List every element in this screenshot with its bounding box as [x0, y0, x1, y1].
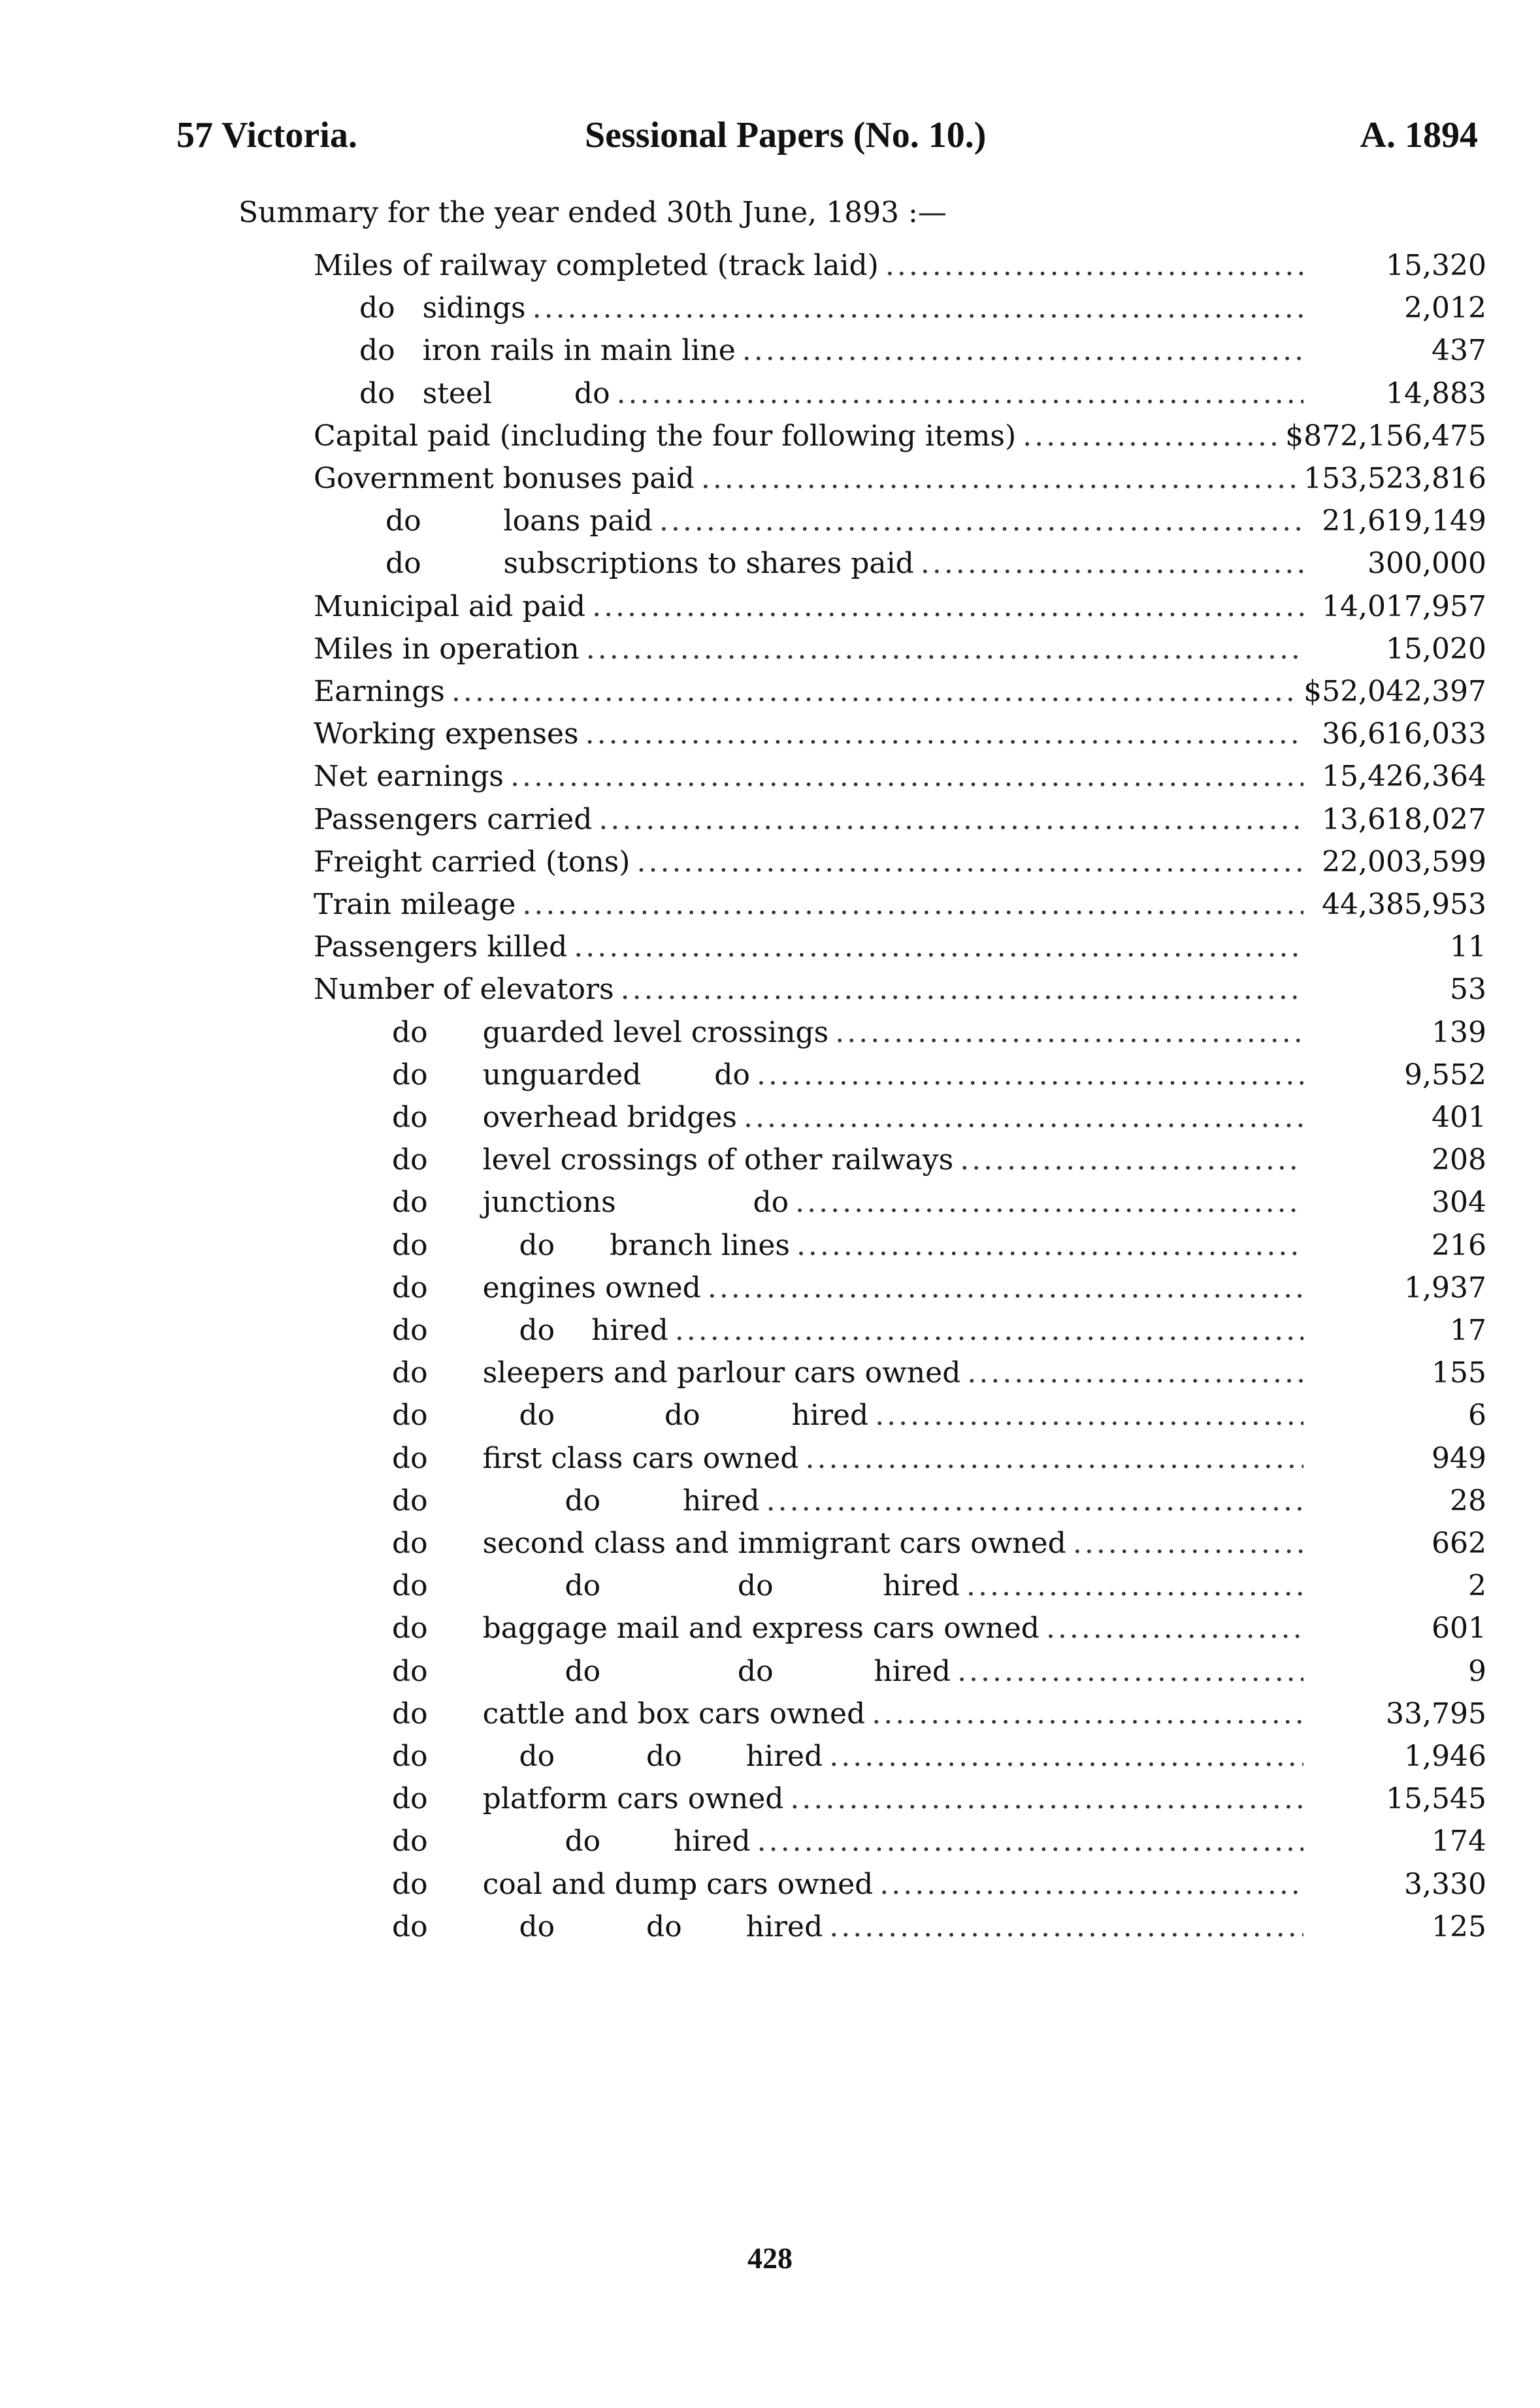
header-session: 57 Victoria. — [176, 115, 357, 155]
dot-leader — [885, 245, 1303, 287]
row-value: 13,618,027 — [1322, 803, 1486, 836]
table-row — [314, 884, 1486, 926]
row-value: 15,320 — [1386, 249, 1486, 282]
row-label: do iron rails in main line — [359, 334, 736, 367]
table-row — [392, 1438, 1486, 1480]
row-label: Net earnings — [314, 760, 504, 793]
table-row — [392, 1097, 1486, 1139]
row-label: do platform cars owned — [392, 1782, 784, 1815]
row-value: 11 — [1450, 930, 1486, 964]
dot-leader — [795, 1182, 1303, 1224]
row-value: 1,946 — [1404, 1740, 1486, 1773]
dot-leader — [790, 1778, 1303, 1820]
row-label: do first class cars owned — [392, 1442, 799, 1475]
row-label: do subscriptions to shares paid — [385, 547, 914, 580]
row-label: do coal and dump cars owned — [392, 1868, 874, 1901]
dot-leader — [585, 713, 1303, 755]
table-row — [314, 841, 1486, 883]
dot-leader — [744, 1097, 1303, 1139]
table-row — [359, 287, 1486, 329]
row-value: 33,795 — [1386, 1697, 1486, 1731]
row-value: 3,330 — [1404, 1868, 1486, 1901]
row-label: do baggage mail and express cars owned — [392, 1612, 1040, 1645]
row-label: Passengers killed — [314, 930, 568, 964]
row-label: do do do hired — [392, 1910, 823, 1944]
dot-leader — [522, 884, 1303, 926]
row-value: 208 — [1432, 1143, 1486, 1177]
table-row — [392, 1906, 1486, 1948]
row-label: do do hired — [392, 1825, 751, 1858]
row-label: Train mileage — [314, 888, 516, 921]
row-label: Capital paid (including the four following items) — [314, 419, 1017, 453]
table-row — [392, 1225, 1486, 1267]
table-row — [314, 628, 1486, 670]
row-value: 2,012 — [1404, 291, 1486, 325]
row-value: 125 — [1432, 1910, 1486, 1944]
dot-leader — [621, 969, 1303, 1011]
table-row — [392, 1778, 1486, 1820]
row-label: do do hired — [392, 1314, 668, 1347]
row-value: 174 — [1432, 1825, 1486, 1858]
row-value: 601 — [1432, 1612, 1486, 1645]
table-row — [314, 415, 1486, 457]
table-row — [314, 713, 1486, 755]
dot-leader — [757, 1054, 1303, 1096]
dot-leader — [451, 671, 1297, 713]
page-header — [176, 114, 1478, 173]
row-label: do do do hired — [392, 1740, 823, 1773]
row-label: do do do hired — [392, 1655, 951, 1688]
dot-leader — [1023, 415, 1279, 457]
row-value: 9,552 — [1404, 1058, 1486, 1092]
dot-leader — [1073, 1523, 1303, 1565]
table-row — [392, 1139, 1486, 1181]
row-label: do do do hired — [392, 1399, 869, 1432]
row-value: 304 — [1432, 1186, 1486, 1219]
row-label: Passengers carried — [314, 803, 593, 836]
dot-leader — [532, 287, 1303, 329]
table-row — [385, 500, 1486, 542]
dot-leader — [757, 1821, 1303, 1863]
dot-leader — [875, 1395, 1303, 1437]
dot-leader — [598, 799, 1303, 841]
summary-title: Summary for the year ended 30th June, 1893 :— — [238, 196, 947, 229]
table-row — [392, 1523, 1486, 1565]
dot-leader — [960, 1139, 1303, 1181]
table-row — [359, 330, 1486, 372]
row-label: Earnings — [314, 675, 445, 708]
row-value: 155 — [1432, 1356, 1486, 1390]
row-value: 17 — [1450, 1314, 1486, 1347]
row-label: do do do hired — [392, 1569, 960, 1603]
row-label: do sidings — [359, 291, 526, 325]
table-row — [392, 1395, 1486, 1437]
header-title: Sessional Papers (No. 10.) — [585, 115, 987, 155]
row-value: 14,017,957 — [1322, 590, 1486, 623]
dot-leader — [708, 1267, 1303, 1309]
row-value: 15,545 — [1386, 1782, 1486, 1815]
dot-leader — [592, 586, 1303, 628]
row-label: do loans paid — [385, 504, 653, 538]
dot-leader — [921, 543, 1303, 585]
row-value: 44,385,953 — [1322, 888, 1486, 921]
table-row — [392, 1054, 1486, 1096]
table-row — [392, 1693, 1486, 1735]
row-value: 36,616,033 — [1322, 717, 1486, 751]
row-value: 15,426,364 — [1322, 760, 1486, 793]
header-year: A. 1894 — [1360, 115, 1478, 155]
row-value: 15,020 — [1386, 632, 1486, 666]
row-label: Miles in operation — [314, 632, 580, 666]
dot-leader — [1046, 1608, 1303, 1650]
table-row — [314, 756, 1486, 798]
table-row — [392, 1736, 1486, 1778]
dot-leader — [766, 1480, 1303, 1522]
table-row — [314, 586, 1486, 628]
row-value: 9 — [1468, 1655, 1486, 1688]
row-label: Municipal aid paid — [314, 590, 586, 623]
table-row — [392, 1182, 1486, 1224]
row-label: do do hired — [392, 1484, 760, 1518]
row-label: do cattle and box cars owned — [392, 1697, 866, 1731]
row-label: do second class and immigrant cars owned — [392, 1527, 1066, 1560]
dot-leader — [829, 1906, 1303, 1948]
row-value: 53 — [1450, 973, 1486, 1006]
dot-leader — [879, 1864, 1303, 1906]
table-row — [392, 1565, 1486, 1607]
row-value: 28 — [1450, 1484, 1486, 1518]
table-row — [314, 245, 1486, 287]
table-row — [392, 1608, 1486, 1650]
table-row — [392, 1267, 1486, 1309]
table-row — [392, 1012, 1486, 1054]
table-row — [392, 1651, 1486, 1693]
dot-leader — [675, 1310, 1303, 1352]
dot-leader — [701, 458, 1297, 500]
row-label: Government bonuses paid — [314, 462, 695, 495]
table-row — [359, 373, 1486, 415]
dot-leader — [586, 628, 1303, 670]
row-label: do overhead bridges — [392, 1101, 737, 1134]
row-label: Freight carried (tons) — [314, 845, 631, 879]
dot-leader — [957, 1651, 1303, 1693]
table-row — [392, 1480, 1486, 1522]
table-row — [314, 458, 1486, 500]
row-label: Number of elevators — [314, 973, 614, 1006]
dot-leader — [805, 1438, 1303, 1480]
row-label: do engines owned — [392, 1271, 701, 1305]
row-value: 401 — [1432, 1101, 1486, 1134]
table-row — [385, 543, 1486, 585]
table-row — [392, 1864, 1486, 1906]
dot-leader — [742, 330, 1303, 372]
row-label: do unguarded do — [392, 1058, 750, 1092]
row-value: 949 — [1432, 1442, 1486, 1475]
row-value: 662 — [1432, 1527, 1486, 1560]
row-value: 2 — [1468, 1569, 1486, 1603]
dot-leader — [966, 1565, 1303, 1607]
row-label: do sleepers and parlour cars owned — [392, 1356, 961, 1390]
table-row — [314, 671, 1486, 713]
dot-leader — [636, 841, 1303, 883]
dot-leader — [659, 500, 1303, 542]
row-label: Miles of railway completed (track laid) — [314, 249, 879, 282]
row-value: 21,619,149 — [1322, 504, 1486, 538]
row-value: 300,000 — [1368, 547, 1486, 580]
row-label: do guarded level crossings — [392, 1016, 829, 1049]
table-row — [392, 1310, 1486, 1352]
row-value: 437 — [1432, 334, 1486, 367]
dot-leader — [829, 1736, 1303, 1778]
row-value: 153,523,816 — [1303, 462, 1486, 495]
dot-leader — [617, 373, 1303, 415]
row-value: 14,883 — [1386, 377, 1486, 410]
row-label: do junctions do — [392, 1186, 789, 1219]
row-label: do do branch lines — [392, 1229, 790, 1262]
table-row — [314, 969, 1486, 1011]
page-number: 428 — [747, 2241, 793, 2275]
row-value: 1,937 — [1404, 1271, 1486, 1305]
row-value: $872,156,475 — [1285, 419, 1486, 453]
table-row — [314, 799, 1486, 841]
dot-leader — [872, 1693, 1303, 1735]
dot-leader — [510, 756, 1303, 798]
dot-leader — [796, 1225, 1303, 1267]
row-label: do level crossings of other railways — [392, 1143, 954, 1177]
row-value: 139 — [1432, 1016, 1486, 1049]
table-row — [314, 926, 1486, 968]
table-row — [392, 1821, 1486, 1863]
table-row — [392, 1352, 1486, 1394]
row-label: do steel do — [359, 377, 610, 410]
row-value: 6 — [1468, 1399, 1486, 1432]
dot-leader — [967, 1352, 1303, 1394]
row-value: 216 — [1432, 1229, 1486, 1262]
row-value: 22,003,599 — [1322, 845, 1486, 879]
row-value: $52,042,397 — [1303, 675, 1486, 708]
dot-leader — [835, 1012, 1303, 1054]
row-label: Working expenses — [314, 717, 579, 751]
dot-leader — [574, 926, 1303, 968]
